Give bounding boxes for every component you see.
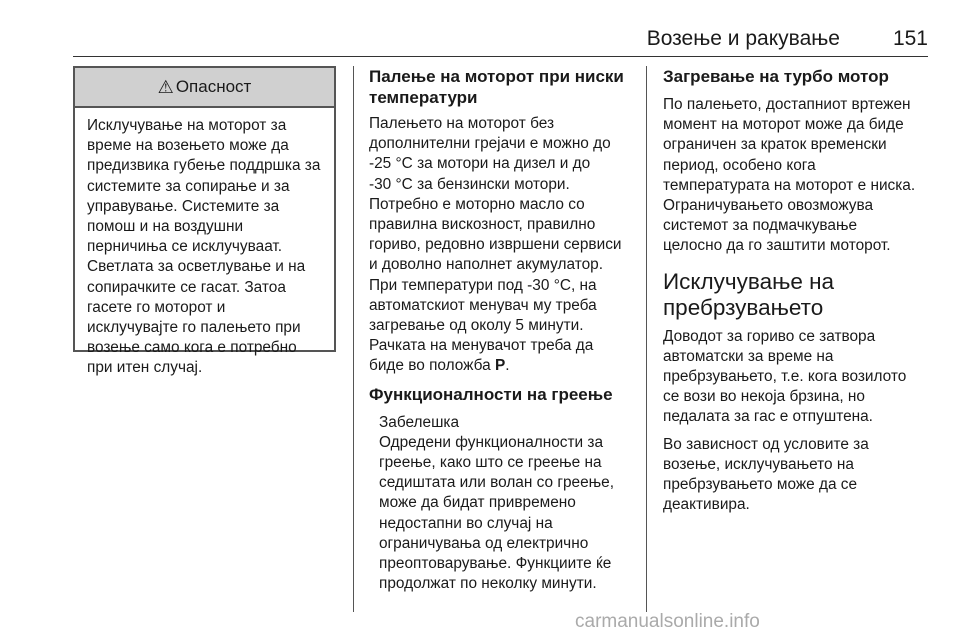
title-line: Исклучување на [663, 268, 835, 294]
text-line: загревање од околу 5 минути. [369, 317, 584, 335]
footer-watermark: carmanualsonline.info [575, 611, 760, 632]
text-line: Потребно е моторно масло со [369, 195, 585, 213]
paragraph-overrun-2 [663, 435, 933, 516]
title-line: пребрзувањето [663, 294, 824, 320]
danger-line: време на возењето може да [87, 137, 289, 155]
text-line: правилна вискозност, правилно [369, 216, 596, 234]
text-line: се вози во некоја брзина, но [663, 388, 865, 406]
text-line: автоматскиот менувач му треба [369, 296, 597, 314]
note-line: седиштата или волан со греење, [379, 474, 614, 492]
section-heading-turbo: Загревање на турбо мотор [663, 67, 889, 86]
text-line: системот за подмачкување [663, 217, 858, 235]
warning-triangle-icon: ⚠ [157, 76, 174, 97]
text-line: возење, исклучувањето на [663, 455, 854, 473]
danger-line: предизвика губење поддршка за [87, 157, 321, 175]
text-line: педалата за гас е отпуштена. [663, 408, 873, 426]
paragraph-overrun-1 [663, 327, 933, 428]
text-line: пребрзувањето, т.е. кога возилото [663, 368, 907, 386]
danger-line: перничиња се исклучуваат. [87, 238, 283, 256]
column-divider-1 [353, 66, 354, 612]
danger-line: Светлата за осветлување и на [87, 258, 306, 276]
danger-box-title: Опасност [175, 77, 252, 96]
text-line: ограничен за краток временски [663, 136, 887, 154]
page-number: 151 [892, 27, 928, 50]
section-heading-cold-start [369, 66, 639, 108]
text-fragment: биде во положба [369, 357, 495, 375]
note-line: Одредени функционалности за [379, 433, 604, 451]
text-line: -30 °C за бензински мотори. [369, 175, 570, 193]
text-line: -25 °C за мотори на дизел и до [369, 155, 591, 173]
text-fragment: . [505, 357, 510, 375]
text-line: Палењето на моторот без [369, 115, 555, 132]
header-divider [73, 56, 928, 57]
text-line: Доводот за гориво се затвора [663, 327, 876, 345]
text-line: деактивира. [663, 496, 750, 514]
text-line-gear-position [369, 356, 639, 376]
text-line: По палењето, достапниот вртежен [663, 96, 911, 113]
heading-line: Палење на моторот при ниски [369, 67, 624, 86]
text-line: целосно да го заштити моторот. [663, 237, 891, 255]
text-line: Во зависност од условите за [663, 435, 869, 453]
danger-line: возење само кога е потребно [87, 339, 297, 357]
text-line: период, особено кога [663, 156, 816, 174]
note-title: Забелешка [379, 413, 460, 431]
note-block [379, 413, 639, 595]
text-line: Ограничувањето овозможува [663, 197, 874, 215]
danger-line: исклучувајте го палењето при [87, 319, 301, 337]
text-line: момент на моторот може да биде [663, 116, 904, 134]
danger-line: при итен случај. [87, 359, 203, 377]
column-middle [369, 66, 639, 594]
column-right [663, 66, 933, 522]
gear-position-p: P [494, 357, 506, 375]
paragraph-cold-start [369, 114, 639, 377]
text-line: дополнителни грејачи е можно до [369, 135, 611, 153]
note-line: недостапни во случај на [379, 514, 553, 532]
heading-line: температури [369, 88, 478, 107]
section-heading-heating: Функционалности на греење [369, 384, 613, 404]
danger-line: гасете го моторот и [87, 298, 226, 316]
page-header-title: Возење и ракување [646, 27, 840, 50]
note-line: преоптоварување. Функциите ќе [379, 555, 612, 573]
text-line: автоматски за време на [663, 347, 834, 365]
note-line: ограничувања од електрично [379, 534, 589, 552]
danger-line: помош и на воздушни [87, 218, 244, 236]
text-line: Рачката на менувачот треба да [369, 337, 594, 355]
danger-box-text [75, 108, 334, 379]
text-line: и доволно наполнет акумулатор. [369, 256, 603, 274]
paragraph-turbo [663, 95, 933, 257]
danger-line: Исклучување на моторот за [87, 117, 287, 134]
danger-line: сопирачките се гасат. Затоа [87, 278, 286, 296]
text-line: гориво, редовно извршени сервиси [369, 236, 622, 254]
section-title-overrun-cutoff [663, 269, 933, 321]
text-line: При температури под -30 °C, на [369, 276, 597, 294]
text-line: температурата на моторот е ниска. [663, 176, 916, 194]
text-line: пребрзувањето може да се [663, 476, 858, 494]
danger-line: управување. Системите за [87, 197, 280, 215]
note-line: продолжат по неколку минути. [379, 575, 597, 593]
column-divider-2 [646, 66, 647, 612]
note-line: греење, како што се греење на [379, 454, 602, 472]
danger-box [73, 66, 336, 377]
danger-box-header [75, 68, 334, 108]
note-line: може да бидат привремено [379, 494, 576, 512]
danger-line: системите за сопирање и за [87, 177, 290, 195]
